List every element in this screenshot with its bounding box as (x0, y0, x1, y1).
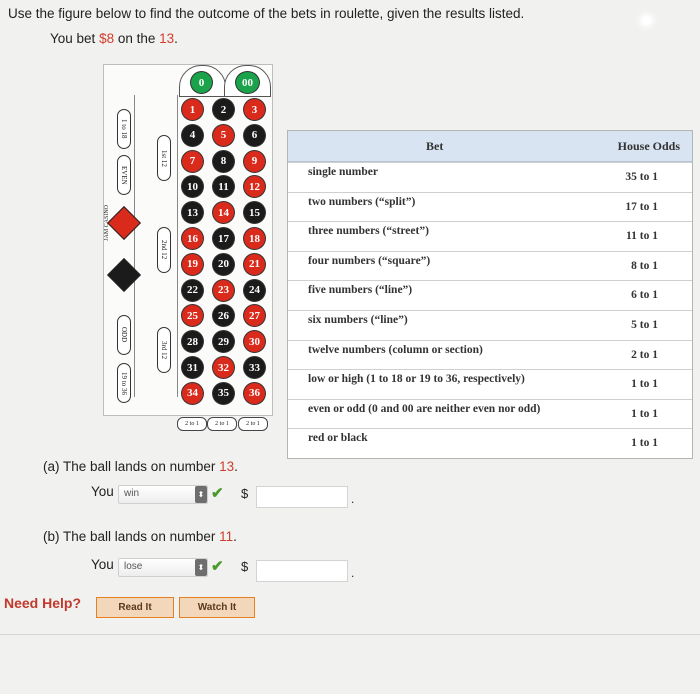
odds-bet-label: five numbers (“line”) (308, 284, 413, 297)
number-grid (178, 99, 272, 409)
number-6: 6 (244, 125, 265, 146)
bet-middle: on the (114, 31, 160, 46)
number-16: 16 (182, 228, 203, 249)
number-0: 0 (191, 72, 212, 93)
number-26: 26 (213, 305, 234, 326)
number-18: 18 (244, 228, 265, 249)
number-22: 22 (182, 280, 203, 301)
bet-19-to-36: 19 to 36 (117, 363, 131, 403)
number-31: 31 (182, 357, 203, 378)
read-it-button[interactable]: Read It (96, 597, 174, 618)
part-b-period: . (351, 566, 355, 580)
number-5: 5 (213, 125, 234, 146)
odds-value: 1 to 1 (631, 437, 658, 450)
number-10: 10 (182, 176, 203, 197)
odds-value: 1 to 1 (631, 378, 658, 391)
odds-row (288, 192, 692, 222)
odds-row (288, 251, 692, 281)
number-25: 25 (182, 305, 203, 326)
divider (0, 634, 700, 635)
number-34: 34 (182, 383, 203, 404)
number-36: 36 (244, 383, 265, 404)
odds-bet-label: single number (308, 166, 378, 178)
part-a-currency: $ (241, 486, 249, 501)
odds-bet-label: six numbers (“line”) (308, 313, 408, 326)
odds-bet-label: two numbers (“split”) (308, 195, 416, 208)
number-8: 8 (213, 151, 234, 172)
number-19: 19 (182, 254, 203, 275)
part-a-number: 13 (219, 459, 235, 474)
zero-cell (179, 65, 226, 97)
odds-row (288, 221, 692, 251)
number-4: 4 (182, 125, 203, 146)
bet-statement (50, 31, 178, 46)
odds-value: 35 to 1 (625, 171, 658, 183)
number-9: 9 (244, 151, 265, 172)
number-28: 28 (182, 331, 203, 352)
part-a-question (43, 459, 238, 474)
dozens-column (149, 95, 178, 397)
number-33: 33 (244, 357, 265, 378)
header-house-odds: House Odds (617, 139, 680, 153)
odds-value: 5 to 1 (631, 318, 658, 331)
number-7: 7 (182, 151, 203, 172)
number-35: 35 (213, 383, 234, 404)
odds-row (288, 162, 692, 192)
number-2: 2 (213, 99, 234, 120)
odds-row (288, 428, 692, 458)
number-00: 00 (236, 72, 259, 93)
bet-amount: $8 (99, 31, 115, 46)
odds-value: 1 to 1 (631, 407, 658, 420)
bet-number: 13 (159, 31, 175, 46)
double-zero-cell (224, 65, 271, 97)
number-32: 32 (213, 357, 234, 378)
number-21: 21 (244, 254, 265, 275)
part-b-select-value: lose (124, 561, 143, 572)
dropdown-arrow-icon: ⬍ (195, 486, 207, 503)
odds-table-body (288, 162, 692, 458)
bet-even: EVEN (117, 155, 131, 195)
odds-row (288, 280, 692, 310)
number-14: 14 (213, 202, 234, 223)
correct-check-icon: ✔ (211, 558, 224, 575)
red-diamond-icon (107, 206, 141, 240)
part-a-prefix: (a) The ball lands on number (43, 459, 220, 474)
dozen-third: 3rd 12 (157, 327, 171, 373)
odds-value: 2 to 1 (631, 348, 658, 361)
part-a-outcome-select[interactable] (118, 485, 208, 504)
odds-row (288, 340, 692, 370)
dozen-first: 1st 12 (157, 135, 171, 181)
number-15: 15 (244, 202, 265, 223)
bet-1-to-18: 1 to 18 (117, 109, 131, 149)
part-b-prefix: (b) The ball lands on number (43, 529, 220, 544)
number-12: 12 (244, 176, 265, 197)
column-bet-1: 2 to 1 (177, 417, 207, 431)
part-b-suffix: . (233, 529, 237, 544)
outside-bets-column (104, 95, 135, 397)
watch-it-button[interactable]: Watch It (179, 597, 255, 618)
dozen-second: 2nd 12 (157, 227, 171, 273)
number-13: 13 (182, 202, 203, 223)
odds-bet-label: low or high (1 to 18 or 19 to 36, respectively) (308, 373, 525, 386)
number-27: 27 (244, 305, 265, 326)
number-24: 24 (244, 280, 265, 301)
part-b-outcome-select[interactable] (118, 558, 208, 577)
part-b-number: 11 (219, 529, 234, 544)
part-b-amount-input[interactable] (256, 560, 348, 582)
odds-bet-label: four numbers (“square”) (308, 254, 431, 267)
roulette-board (103, 64, 273, 427)
odds-value: 6 to 1 (631, 289, 658, 302)
black-diamond-icon (107, 258, 141, 292)
odds-row (288, 369, 692, 399)
screen-glare (642, 16, 651, 25)
header-bet: Bet (426, 139, 444, 153)
part-b-currency: $ (241, 559, 249, 574)
number-23: 23 (213, 280, 234, 301)
house-odds-table (287, 130, 693, 459)
odds-row (288, 310, 692, 340)
odds-value: 11 to 1 (626, 230, 658, 243)
column-bet-3: 2 to 1 (238, 417, 268, 431)
odds-bet-label: three numbers (“street”) (308, 225, 429, 238)
correct-check-icon: ✔ (211, 485, 224, 502)
dropdown-arrow-icon: ⬍ (195, 559, 207, 576)
column-bet-2: 2 to 1 (207, 417, 237, 431)
bet-odd: ODD (117, 315, 131, 355)
odds-bet-label: even or odd (0 and 00 are neither even nor odd) (308, 402, 541, 415)
number-30: 30 (244, 331, 265, 352)
number-11: 11 (213, 176, 234, 197)
odds-value: 8 to 1 (631, 259, 658, 272)
number-3: 3 (244, 99, 265, 120)
odds-table-header (288, 131, 692, 162)
number-29: 29 (213, 331, 234, 352)
odds-bet-label: twelve numbers (column or section) (308, 343, 483, 356)
number-17: 17 (213, 228, 234, 249)
part-a-period: . (351, 492, 355, 506)
need-help-label: Need Help? (4, 595, 82, 611)
part-b-question (43, 529, 237, 544)
number-20: 20 (213, 254, 234, 275)
part-a-amount-input[interactable] (256, 486, 348, 508)
number-1: 1 (182, 99, 203, 120)
part-b-you-label: You (91, 557, 114, 572)
odds-row (288, 399, 692, 429)
odds-value: 17 to 1 (625, 200, 658, 213)
part-a-suffix: . (234, 459, 238, 474)
bet-suffix: . (174, 31, 178, 46)
odds-bet-label: red or black (308, 432, 368, 445)
question-text: Use the figure below to find the outcome of the bets in roulette, given the results listed. (8, 6, 525, 21)
casino-label: JAM CASINO (104, 205, 110, 241)
part-a-you-label: You (91, 484, 114, 499)
bet-prefix: You bet (50, 31, 100, 46)
part-a-select-value: win (124, 488, 140, 499)
